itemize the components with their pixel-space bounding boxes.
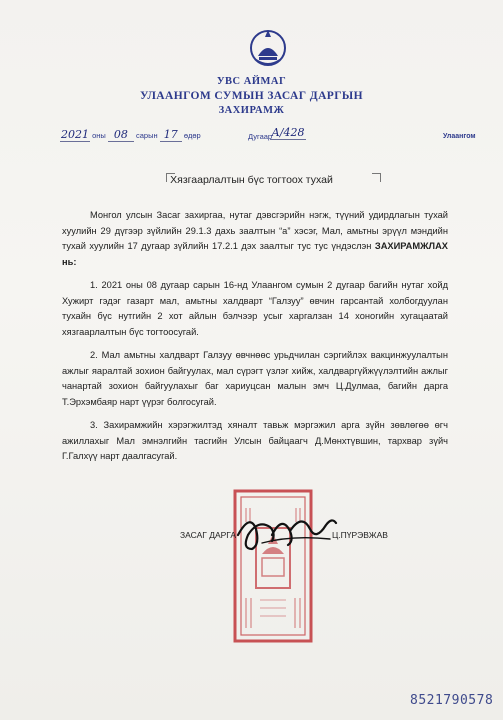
document-title: Хязгаарлалтын бүс тогтоох тухай xyxy=(170,174,333,186)
date-month: 08 xyxy=(108,128,134,142)
date-day: 17 xyxy=(160,128,182,142)
intro-paragraph xyxy=(62,208,448,270)
date-line xyxy=(60,128,201,142)
document-number: А/428 xyxy=(271,126,305,139)
intro-text: Монгол улсын Засаг захиргаа, нутаг дэвсгэрийн нэгж, түүний удирдлагын тухай хуулийн 29 дүгээр зүйлийн 29.1.3 дахь заалтын “а” хэсэг, Мал, амьтны эрүүл мэндийн тухай хуулийн 17 дугаар зүйлийн 17.2.1 дэх заалтыг тус тус үндэслэн xyxy=(62,210,448,252)
aimag-name: УВС АЙМАГ xyxy=(216,76,287,87)
signatory-title: ЗАСАГ ДАРГА xyxy=(180,530,237,540)
clause-3: 3. Захирамжийн хэрэгжилтэд хяналт тавьж мэргэжил арга зүйн зөвлөгөө өгч ажиллахыг Мал эмнэлгийн тасгийн Улсын байцаагч Д.Мөнхтүвшин, тархвар зүйч Г.Галхүү нарт даалгасугай. xyxy=(62,420,448,462)
clause-1: 1. 2021 оны 08 дугаар сарын 16-нд Улаангом сумын 2 дугаар багийн нутаг хойд Хужирт гэдэг газарт мал, амьтны халдварт “Галзуу” өвчин гарсантай холбогдуулан тухайн бүс нутгийн 2 хот айлын бэлчээр усыг харгалзан 14 хоногийн хугацаатай хязгаарлалтын бүс тогтоосугай. xyxy=(62,280,448,337)
handwritten-signature xyxy=(232,505,342,555)
clause-2: 2. Мал амьтны халдварт Галзуу өвчнөөс урьдчилан сэргийлэх вакцинжуулалтын ажлыг яаралтай зохион байгуулах, мал сүрэгт үзлэг хийж, халдваргүйжүүлэлтийн ажлыг чанартай зохион байгуулахыг баг хариуцсан малын эмч Ц.Дулмаа, багийн дарга Т.Эрхэмбаяр нарт үүрэг болгосугай. xyxy=(62,350,448,407)
issuer-name: УЛААНГОМ СУМЫН ЗАСАГ ДАРГЫН xyxy=(140,90,363,102)
serial-number: 8521790578 xyxy=(410,693,494,708)
number-label: Дугаар xyxy=(248,132,273,141)
date-month-label: сарын xyxy=(136,131,158,140)
date-day-label: өдөр xyxy=(183,131,201,140)
date-year: 2021 xyxy=(61,128,89,141)
document-type: ЗАХИРАМЖ xyxy=(218,105,285,116)
signatory-name: Ц.ПҮРЭВЖАВ xyxy=(332,530,388,540)
state-emblem-icon xyxy=(248,26,288,70)
decree-keyword: ЗАХИРАМЖЛАХ нь: xyxy=(62,241,448,267)
place-name: Улаангом xyxy=(443,133,476,140)
date-year-label: оны xyxy=(92,131,106,140)
